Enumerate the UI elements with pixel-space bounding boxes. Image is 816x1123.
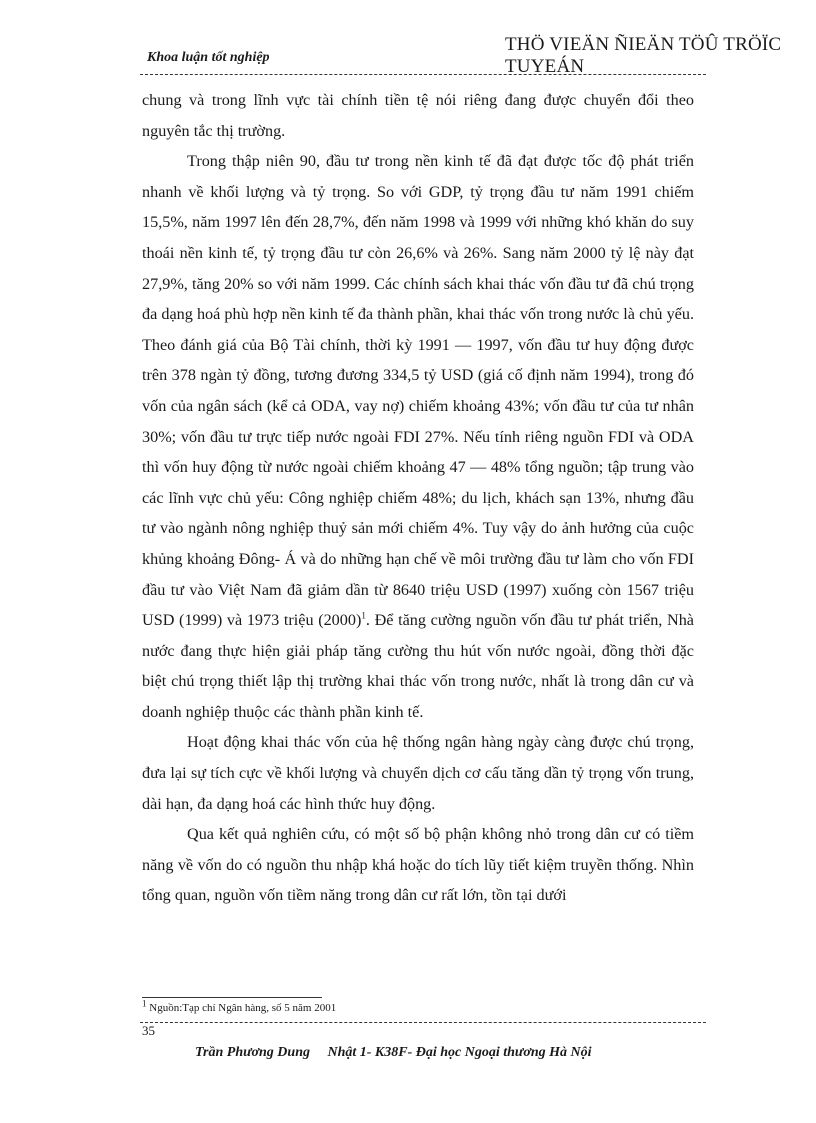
footnote	[142, 998, 337, 1014]
footer-divider	[140, 1022, 706, 1023]
paragraph-1: chung và trong lĩnh vực tài chính tiền tệ nói riêng đang được chuyển đổi theo nguyên tắc thị trường.	[142, 91, 694, 140]
header-library-title: THÖ VIEÄN ÑIEÄN TÖÛ TRÖÏC TUYEÁN	[505, 34, 782, 77]
body-text	[142, 85, 694, 911]
header-thesis-label: Khoa luận tốt nghiệp	[147, 50, 270, 65]
footnote-marker: 1	[142, 998, 147, 1009]
page-number: 35	[142, 1023, 155, 1038]
paragraph-2-text-continued: . Để tăng cường nguồn vốn đầu tư phát triển, Nhà nước đang thực hiện giải pháp tăng cường thu hút vốn nước ngoài, đồng thời đặc biệt chú trọng thiết lập thị trường khai thác vốn trong nước, nhất là trong dân cư và doanh nghiệp thuộc các thành phần kinh tế.	[142, 611, 694, 721]
paragraph-2	[142, 146, 694, 727]
footer-author-line: Trần Phương Dung Nhật 1- K38F- Đại học Ngoại thương Hà Nội	[195, 1045, 592, 1060]
footnote-separator	[142, 997, 322, 998]
paragraph-3: Hoạt động khai thác vốn của hệ thống ngân hàng ngày càng được chú trọng, đưa lại sự tích cực về khối lượng và chuyển dịch cơ cấu tăng dần tỷ trọng vốn trung, dài hạn, đa dạng hoá các hình thức huy động.	[142, 733, 694, 813]
header-divider	[140, 74, 706, 75]
paragraph-2-text: Trong thập niên 90, đầu tư trong nền kinh tế đã đạt được tốc độ phát triển nhanh về khối lượng và tỷ trọng. So với GDP, tỷ trọng đầu tư năm 1991 chiếm 15,5%, năm 1997 lên đến 28,7%, đến năm 1998 và 1999 với những khó khăn do suy thoái nền kinh tế, tỷ trọng đầu tư còn 26,6% và 26%. Sang năm 2000 tỷ lệ này đạt 27,9%, tăng 20% so với năm 1999. Các chính sách khai thác vốn đầu tư đã chú trọng đa dạng hoá phù hợp nền kinh tế đa thành phần, khai thác vốn trong nước là chủ yếu. Theo đánh giá của Bộ Tài chính, thời kỳ 1991 — 1997, vốn đầu tư huy động được trên 378 ngàn tỷ đồng, tương đương 334,5 tỷ USD (giá cố định năm 1994), trong đó vốn của ngân sách (kể cả ODA, vay nợ) chiếm khoảng 43%; vốn đầu tư của tư nhân 30%; vốn đầu tư trực tiếp nước ngoài FDI 27%. Nếu tính riêng nguồn FDI và ODA thì vốn huy động từ nước ngoài chiếm khoảng 47 — 48% tổng nguồn; tập trung vào các lĩnh vực chủ yếu: Công nghiệp chiếm 48%; du lịch, khách sạn 13%, nhưng đầu tư vào ngành nông nghiệp thuỷ sản mới chiếm 4%. Tuy vậy do ảnh hưởng của cuộc khủng khoảng Đông- Á và do những hạn chế về môi trường đầu tư làm cho vốn FDI đầu tư vào Việt Nam đã giảm dần từ 8640 triệu USD (1997) xuống còn 1567 triệu USD (1999) và 1973 triệu (2000)	[142, 152, 694, 630]
footnote-text: Nguồn:Tạp chí Ngân hàng, số 5 năm 2001	[146, 1002, 337, 1014]
footnote-ref-1: 1	[361, 610, 366, 621]
paragraph-4: Qua kết quả nghiên cứu, có một số bộ phận không nhỏ trong dân cư có tiềm năng về vốn do có nguồn thu nhập khá hoặc do tích lũy tiết kiệm truyền thống. Nhìn tổng quan, nguồn vốn tiềm năng trong dân cư rất lớn, tồn tại dưới	[142, 825, 694, 905]
